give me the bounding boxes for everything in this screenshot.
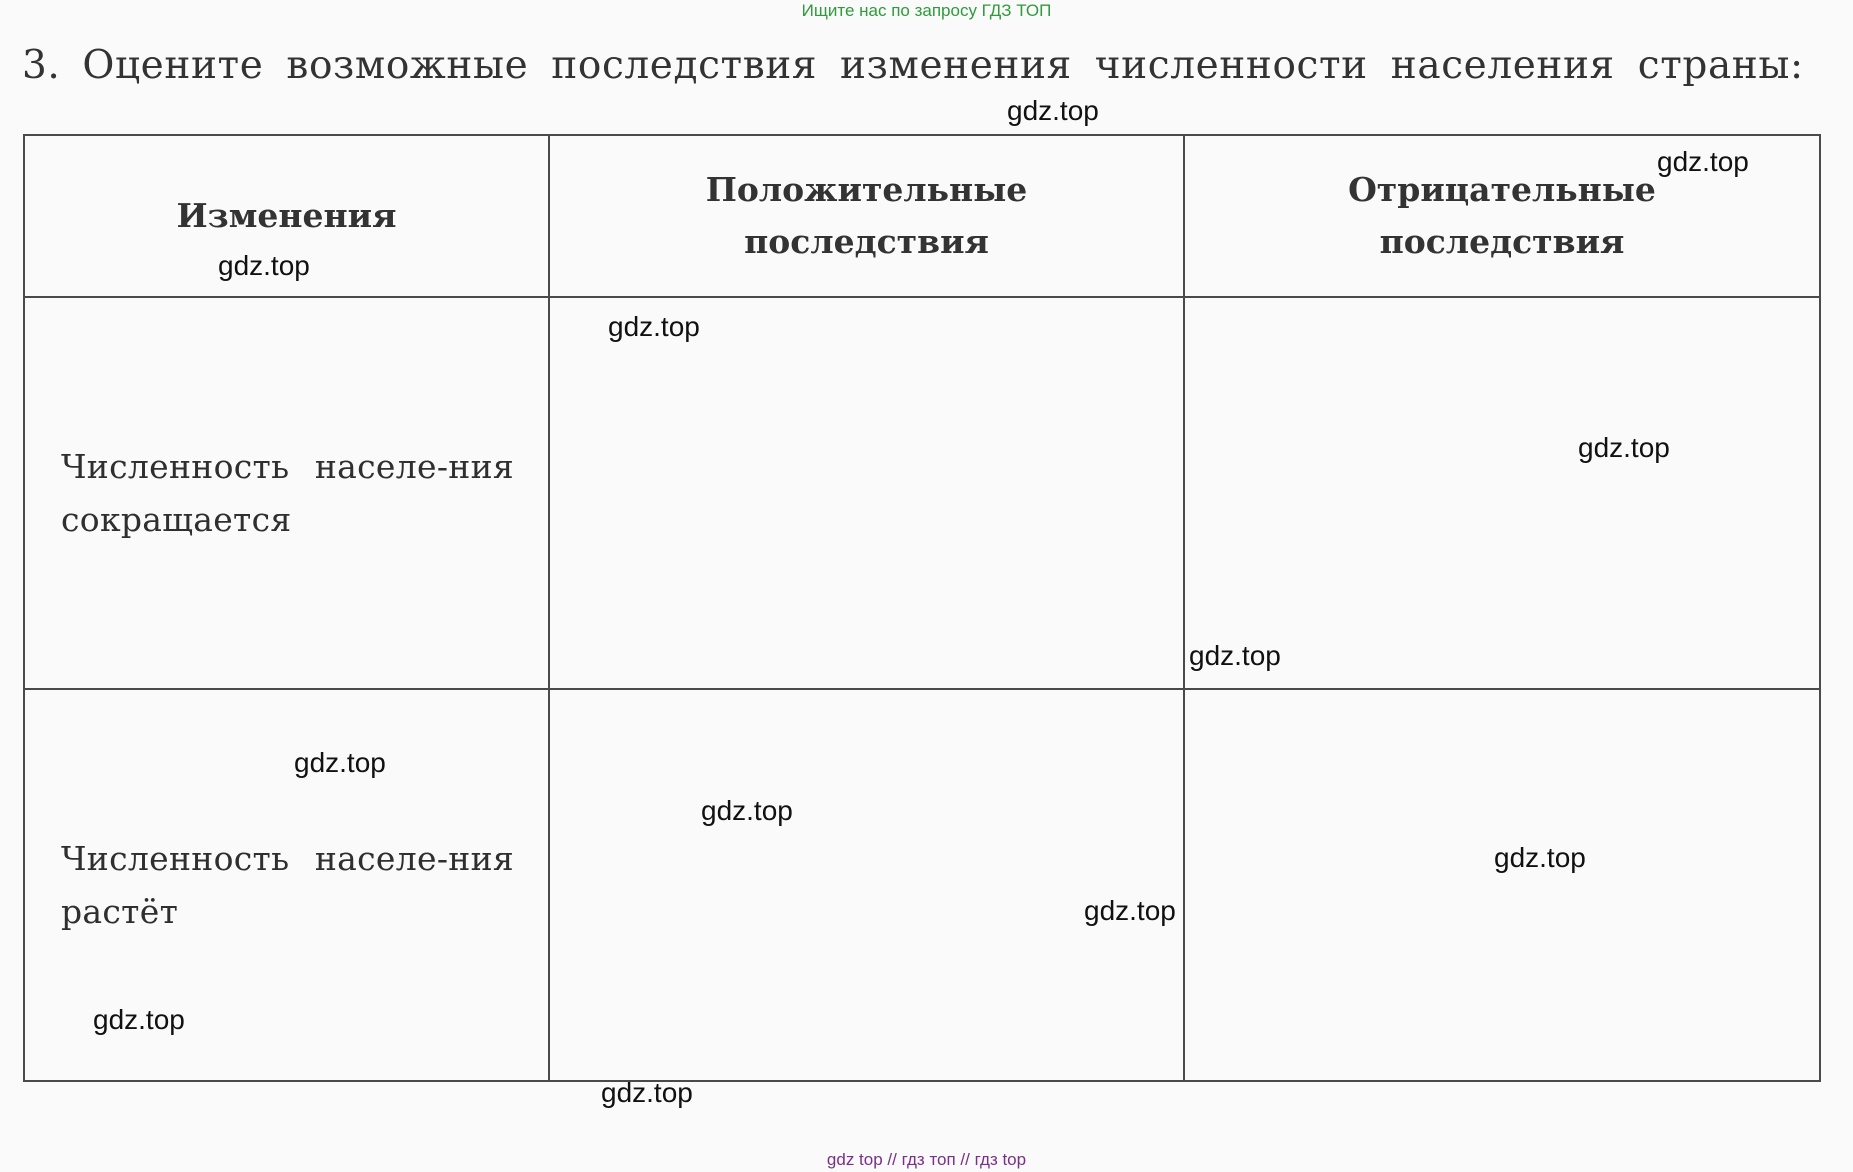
watermark: gdz.top bbox=[294, 747, 386, 778]
watermark: gdz.top bbox=[218, 250, 310, 281]
row-change-label: Численность населе-ния сокращается bbox=[61, 447, 514, 539]
row-change-cell bbox=[24, 297, 549, 689]
negative-answer-cell[interactable] bbox=[1184, 297, 1820, 689]
watermark: gdz.top bbox=[1657, 146, 1749, 177]
header-positive-line2: последствия bbox=[744, 222, 989, 261]
watermark: gdz.top bbox=[608, 311, 700, 342]
watermark: gdz.top bbox=[1494, 842, 1586, 873]
top-banner: Ищите нас по запросу ГДЗ ТОП bbox=[801, 1, 1052, 20]
task-text: Оцените возможные последствия изменения численности населения страны: bbox=[82, 43, 1804, 88]
watermark: gdz.top bbox=[601, 1077, 693, 1108]
task-title bbox=[22, 38, 1832, 94]
header-positive bbox=[549, 135, 1184, 297]
task-number: 3. bbox=[22, 43, 61, 88]
watermark: gdz.top bbox=[1084, 895, 1176, 926]
row-change-label: Численность населе-ния растёт bbox=[61, 839, 514, 931]
watermark: gdz.top bbox=[93, 1004, 185, 1035]
watermark: gdz.top bbox=[1007, 95, 1099, 126]
header-negative-line1: Отрицательные bbox=[1348, 170, 1656, 209]
positive-answer-cell[interactable] bbox=[549, 297, 1184, 689]
header-changes-label: Изменения bbox=[176, 196, 397, 235]
negative-answer-cell[interactable] bbox=[1184, 689, 1820, 1081]
watermark: gdz.top bbox=[1189, 640, 1281, 671]
header-positive-line1: Положительные bbox=[705, 170, 1028, 209]
watermark: gdz.top bbox=[1578, 432, 1670, 463]
header-negative-line2: последствия bbox=[1379, 222, 1625, 261]
positive-answer-cell[interactable] bbox=[549, 689, 1184, 1081]
watermark: gdz.top bbox=[701, 795, 793, 826]
footer: gdz top // гдз топ // гдз top bbox=[826, 1150, 1027, 1169]
table-row bbox=[24, 297, 1820, 689]
